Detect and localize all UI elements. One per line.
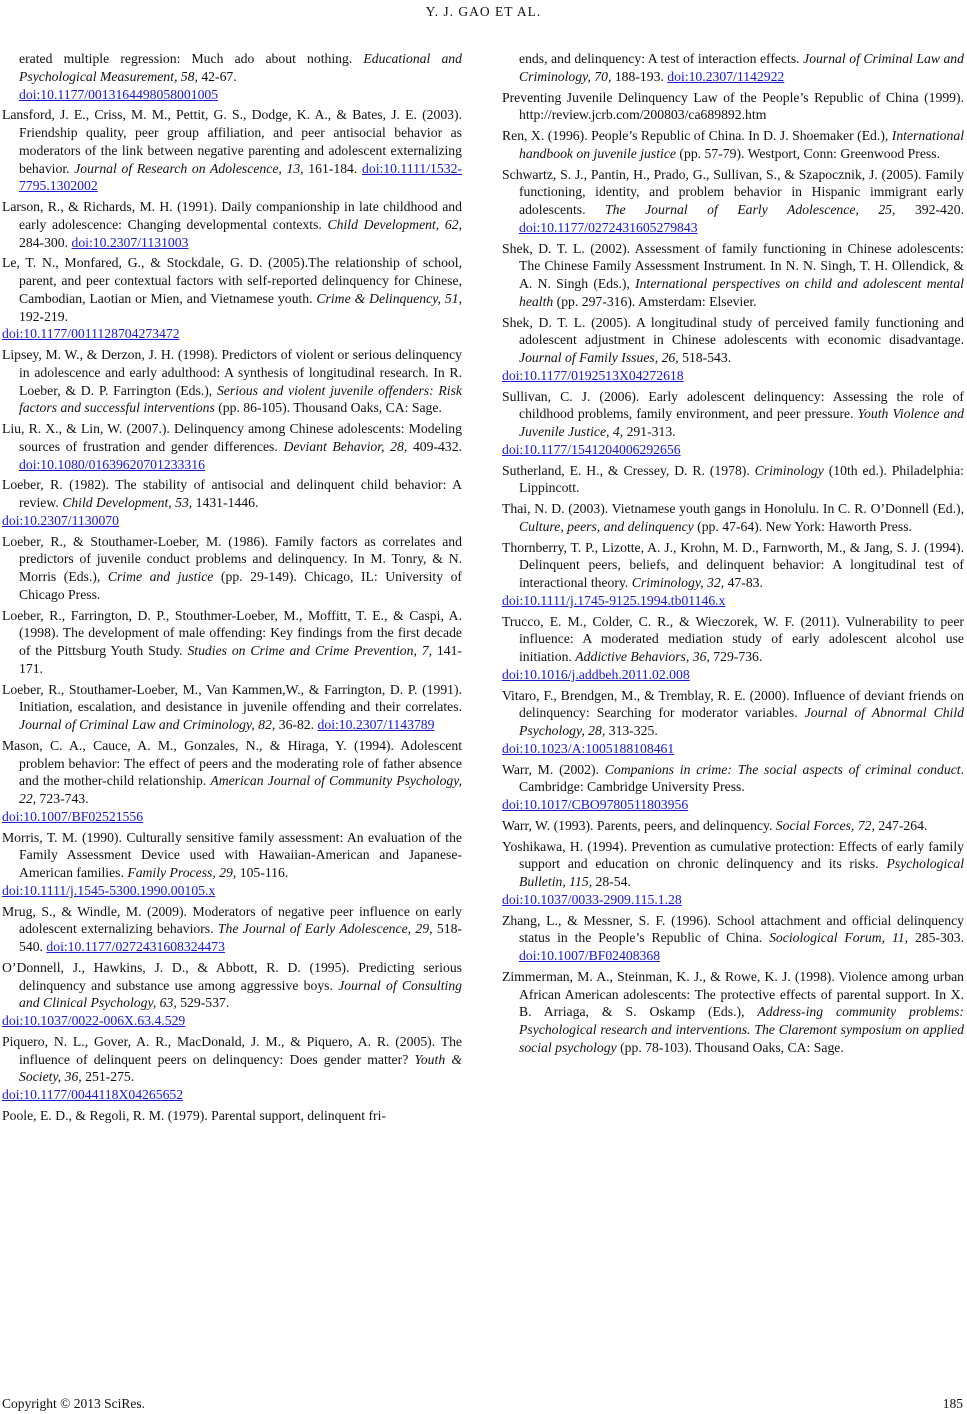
reference-pages: 192-219. (19, 308, 69, 324)
doi-link[interactable]: doi:10.1111/j.1745-9125.1994.tb01146.x (502, 592, 726, 608)
reference-source-title: Crime and justice (107, 569, 214, 584)
reference-text: Morris, T. M. (1990). Culturally sensitive family assessment: An evaluation of the Family Assessment Device used with Hawaiian-American and Japanese-American families. (2, 829, 462, 880)
reference-pages: 723-743. (36, 791, 89, 806)
reference-text: Loeber, R. (1982). The stability of antisocial and delinquent child behavior: A review. (2, 477, 462, 510)
reference-entry (2, 1033, 462, 1104)
reference-text: Preventing Juvenile Delinquency Law of the People’s Republic of China (1999). http://review.jcrb.com/200803/ca689892.htm (502, 89, 964, 123)
reference-text: O’Donnell, J., Hawkins, J. D., & Abbott, R. D. (1995). Predicting serious delinquency and substance use among aggressive boys. (2, 959, 462, 993)
doi-link[interactable]: doi:10.2307/1143789 (317, 717, 435, 732)
doi-link[interactable]: doi:10.1007/BF02408368 (519, 948, 661, 963)
reference-source-title: Criminology, 32, (631, 575, 725, 590)
reference-text: Lansford, J. E., Criss, M. M., Pettit, G. S., Dodge, K. A., & Bates, J. E. (2003). Friendship quality, peer group affiliation, and peer antisocial behavior as moderators of the link between negative parenting and adolescent externalizing behavior. (2, 107, 462, 176)
reference-text: Shek, D. T. L. (2002). Assessment of family functioning in Chinese adolescents: The Chinese Family Assessment Instrument. In N. N. Singh, T. H. Ollendick, & A. N. Singh (Eds.), (502, 240, 964, 291)
reference-source-title: Studies on Crime and Crime Prevention, 7, (187, 643, 433, 658)
reference-source-title: Journal of Family Issues, 26, (519, 350, 679, 365)
copyright-notice: Copyright © 2013 SciRes. (2, 1396, 146, 1411)
reference-source-title: International perspectives on child and adolescent mental health (519, 276, 964, 309)
reference-source-title: Companions in crime: The social aspects of criminal conduct (604, 761, 961, 777)
reference-source-title: Family Process, 29, (127, 865, 237, 880)
reference-entry (2, 681, 462, 734)
reference-entry (502, 166, 964, 237)
reference-pages: 529-537. (176, 995, 230, 1011)
reference-pages: (pp. 29-149). Chicago, IL: University of Chicago Press. (19, 569, 462, 602)
page-number: 185 (942, 1396, 963, 1411)
doi-link[interactable]: doi:10.1177/0044118X04265652 (2, 1087, 184, 1102)
doi-link[interactable]: doi:10.1017/CBO9780511803956 (502, 797, 689, 812)
reference-pages: 409-432. (407, 438, 463, 454)
reference-text: Thai, N. D. (2003). Vietnamese youth gangs in Honolulu. In C. R. O’Donnell (Ed.), (502, 501, 964, 516)
reference-source-title: Child Development, 53, (62, 495, 193, 510)
reference-entry (2, 607, 462, 678)
reference-text: Lipsey, M. W., & Derzon, J. H. (1998). Predictors of violent or serious delinquency in adolescence and early adulthood: A synthesis of longitudinal research. In R. Loeber, & D. P. Farrington (Eds.), (2, 347, 462, 398)
reference-text: Le, T. N., Monfared, G., & Stockdale, G. D. (2005).The relationship of school, parent, and peer contextual factors with self-reported delinquency for Chinese, Cambodian, Laotian or Mien, and Vietnamese youth. (2, 255, 462, 306)
doi-link[interactable]: doi:10.1177/0272431605279843 (519, 219, 698, 235)
references-left-column (2, 50, 462, 1128)
reference-pages: (pp. 297-316). Amsterdam: Elsevier. (553, 293, 757, 309)
reference-entry (502, 817, 964, 835)
reference-source-title: Youth Violence and Juvenile Justice, 4, (519, 406, 964, 439)
reference-pages: (pp. 57-79). Westport, Conn: Greenwood Press. (676, 145, 940, 161)
reference-text: Liu, R. X., & Lin, W. (2007.). Delinquency among Chinese adolescents: Modeling sources of frustration and gender differences. (2, 421, 462, 454)
reference-source-title: Crime & Delinquency, 51, (316, 290, 462, 306)
reference-source-title: Criminology (754, 462, 824, 478)
reference-source-title: Social Forces, 72, (775, 817, 875, 833)
reference-pages: 188-193. (611, 68, 668, 84)
reference-text: Loeber, R., & Stouthamer-Loeber, M. (1986). Family factors as correlates and predictors of juvenile conduct problems and delinquency. In M. Tonry, & N. Morris (Eds.), (2, 533, 462, 584)
reference-text: Trucco, E. M., Colder, C. R., & Wieczorek, W. F. (2011). Vulnerability to peer influence: A moderated mediation study of early adolescent alcohol use initiation. (502, 613, 964, 664)
reference-entry (502, 388, 964, 459)
reference-source-title: Serious and violent juvenile offenders: Risk factors and successful interventions (19, 382, 462, 416)
reference-text: Yoshikawa, H. (1994). Prevention as cumulative protection: Effects of early family support and education on chronic delinquency and its risks. (502, 838, 964, 872)
reference-entry (502, 539, 964, 610)
reference-pages: 141-171. (19, 643, 462, 676)
reference-source-title: International handbook on juvenile justice (519, 128, 964, 161)
reference-pages: (10th ed.). Philadelphia: Lippincott. (519, 462, 964, 496)
reference-source-title: Educational and Psychological Measurement, 58, (19, 51, 462, 84)
running-head: Y. J. GAO ET AL. (425, 4, 542, 19)
reference-text: Schwartz, S. J., Pantin, H., Prado, G., Sullivan, S., & Szapocznik, J. (2005). Family functioning, identity, and problem behavior in Hispanic immigrant early adolescents. (502, 166, 964, 217)
reference-pages: (pp. 47-64). New York: Haworth Press. (693, 518, 912, 534)
reference-text: Loeber, R., Stouthamer-Loeber, M., Van Kammen,W., & Farrington, D. P. (1991). Initiation, escalation, and desistance in juvenile offending and their correlates. (2, 681, 462, 715)
reference-text: Loeber, R., Farrington, D. P., Stouthmer-Loeber, M., Moffitt, T. E., & Caspi, A. (1998). The development of male offending: Key findings from the first decade of the Pittsburg Youth Study. (2, 607, 462, 658)
reference-text: Warr, M. (2002). (502, 761, 605, 777)
reference-text: Sutherland, E. H., & Cressey, D. R. (1978). (502, 462, 755, 478)
reference-pages: 251-275. (81, 1069, 135, 1085)
doi-link[interactable]: doi:10.1080/01639620701233316 (19, 456, 205, 472)
reference-source-title: Journal of Consulting and Clinical Psychology, 63, (19, 977, 463, 1011)
reference-pages: 392-420. (895, 202, 964, 217)
reference-text: Larson, R., & Richards, M. H. (1991). Daily companionship in late childhood and early adolescence: Changing developmental contexts. (2, 199, 462, 232)
reference-pages: 47-83. (724, 575, 763, 590)
reference-pages: 42-67. (197, 68, 237, 84)
reference-pages: 285-303. (908, 930, 964, 946)
reference-source-title: Deviant Behavior, 28, (283, 438, 408, 454)
reference-pages: 247-264. (874, 817, 928, 833)
doi-link[interactable]: doi:10.1023/A:1005188108461 (502, 740, 675, 756)
reference-pages: . Cambridge: Cambridge University Press. (519, 761, 964, 795)
reference-entry (502, 968, 964, 1057)
reference-source-title: Youth & Society, 36, (19, 1051, 462, 1085)
reference-pages: 518-540. (19, 921, 462, 954)
reference-entry (2, 737, 462, 826)
reference-entry (2, 533, 462, 604)
reference-source-title: The Journal of Early Adolescence, 29, (217, 921, 433, 937)
reference-entry (502, 761, 964, 814)
reference-text: Shek, D. T. L. (2005). A longitudinal study of perceived family functioning and adolescent adjustment in Chinese adolescents with economic disadvantage. (502, 314, 964, 348)
reference-entry (502, 462, 964, 498)
reference-entry (2, 829, 462, 900)
reference-entry (502, 50, 964, 86)
reference-text: Mrug, S., & Windle, M. (2009). Moderators of negative peer influence on early adolescent externalizing behaviors. (2, 903, 462, 937)
reference-pages: 291-313. (623, 424, 676, 439)
reference-source-title: Journal of Criminal Law and Criminology, 82, (19, 717, 276, 732)
doi-link[interactable]: doi:10.1111/j.1545-5300.1990.00105.x (2, 882, 216, 898)
reference-pages: (pp. 86-105). Thousand Oaks, CA: Sage. (214, 400, 442, 416)
reference-text: Piquero, N. L., Gover, A. R., MacDonald, J. M., & Piquero, A. R. (2005). The influence of delinquent peers on delinquency: Does gender matter? (2, 1033, 462, 1067)
reference-pages: 1431-1446. (192, 495, 259, 510)
reference-entry (2, 420, 462, 473)
reference-pages: 105-116. (236, 865, 289, 880)
doi-link[interactable]: doi:10.1111/1532-7795.1302002 (19, 160, 462, 194)
reference-text: Warr, W. (1993). Parents, peers, and delinquency. (502, 817, 776, 833)
reference-source-title: American Journal of Community Psychology, 22, (19, 773, 463, 806)
references-right-column (502, 50, 964, 1060)
reference-entry (2, 903, 462, 956)
reference-entry (2, 1107, 462, 1125)
reference-source-title: Journal of Abnormal Child Psychology, 28, (519, 705, 964, 738)
doi-link[interactable]: doi:10.1177/0013164498058001005 (19, 86, 219, 102)
reference-text: Poole, E. D., & Regoli, R. M. (1979). Parental support, delinquent fri- (2, 1107, 386, 1123)
reference-entry (502, 500, 964, 536)
reference-text: Sullivan, C. J. (2006). Early adolescent delinquency: Assessing the role of childhood problems, family environment, and peer pressure. (502, 388, 964, 422)
reference-text: erated multiple regression: Much ado about nothing. (19, 51, 364, 66)
reference-source-title: Address-ing community problems: Psychological research and interventions. The Claremont symposium on applied social psychology (519, 1004, 964, 1055)
reference-entry (502, 687, 964, 758)
reference-entry (2, 476, 462, 529)
reference-source-title: Journal of Research on Adolescence, 13, (74, 160, 304, 176)
reference-pages: 161-184. (303, 160, 362, 176)
doi-link[interactable]: doi:10.2307/1131003 (71, 234, 189, 250)
reference-pages: (pp. 78-103). Thousand Oaks, CA: Sage. (616, 1039, 844, 1055)
reference-source-title: Psychological Bulletin, 115, (519, 856, 964, 889)
reference-text: Ren, X. (1996). People’s Republic of China. In D. J. Shoemaker (Ed.), (502, 128, 892, 143)
reference-entry (2, 50, 462, 103)
reference-entry (2, 198, 462, 251)
reference-source-title: The Journal of Early Adolescence, 25, (605, 202, 896, 217)
doi-link[interactable]: doi:10.1037/0033-2909.115.1.28 (502, 891, 682, 907)
reference-pages: 28-54. (592, 874, 631, 889)
doi-link[interactable]: doi:10.1177/1541204006292656 (502, 441, 681, 457)
doi-link[interactable]: doi:10.1007/BF02521556 (2, 808, 144, 824)
reference-pages: 36-82. (275, 717, 318, 732)
reference-text: ends, and delinquency: A test of interaction effects. (519, 51, 804, 66)
doi-link[interactable]: doi:10.1177/0272431608324473 (46, 939, 225, 954)
reference-entry (2, 254, 462, 343)
reference-source-title: Sociological Forum, 11, (769, 930, 909, 946)
doi-link[interactable]: doi:10.2307/1142922 (667, 68, 785, 84)
doi-link[interactable]: doi:10.2307/1130070 (2, 512, 119, 528)
reference-entry (502, 127, 964, 163)
doi-link[interactable]: doi:10.1037/0022-006X.63.4.529 (2, 1013, 186, 1028)
reference-text: Zhang, L., & Messner, S. F. (1996). School attachment and official delinquency status in the People’s Republic of China. (502, 912, 964, 946)
doi-link[interactable]: doi:10.1177/0011128704273472 (2, 326, 180, 342)
reference-entry (2, 959, 462, 1030)
reference-entry (502, 912, 964, 965)
reference-entry (502, 240, 964, 311)
reference-entry (502, 838, 964, 909)
reference-pages: 313-325. (605, 723, 658, 738)
reference-source-title: Addictive Behaviors, 36, (575, 649, 710, 664)
reference-source-title: Journal of Criminal Law and Criminology, 70, (519, 51, 964, 84)
reference-text: Thornberry, T. P., Lizotte, A. J., Krohn, M. D., Farnworth, M., & Jang, S. J. (1994). Delinquent peers, beliefs, and delinquent behavior: A longitudinal test of interactional theory. (502, 539, 964, 590)
reference-entry (502, 314, 964, 385)
doi-link[interactable]: doi:10.1016/j.addbeh.2011.02.008 (502, 666, 690, 682)
reference-pages: 518-543. (678, 350, 732, 365)
reference-pages: 284-300. (19, 234, 72, 250)
doi-link[interactable]: doi:10.1177/0192513X04272618 (502, 367, 684, 383)
reference-text: Zimmerman, M. A., Steinman, K. J., & Rowe, K. J. (1998). Violence among urban African American adolescents: The protective effects of parental support. In X. B. Arriaga, & S. Oskamp (Eds.), (502, 968, 964, 1020)
reference-pages: 729-736. (709, 649, 763, 664)
reference-text: Vitaro, F., Brendgen, M., & Tremblay, R. E. (2000). Influence of deviant friends on delinquency: Searching for moderator variables. (502, 687, 964, 721)
reference-entry (2, 106, 462, 195)
reference-entry (502, 613, 964, 684)
reference-source-title: Child Development, 62, (327, 216, 462, 232)
reference-text: Mason, C. A., Cauce, A. M., Gonzales, N., & Hiraga, Y. (1994). Adolescent problem behavior: The effect of peers and the moderating role of father absence and the mother-child relationship. (2, 737, 462, 789)
reference-entry (2, 346, 462, 417)
reference-entry (502, 89, 964, 125)
reference-source-title: Culture, peers, and delinquency (519, 518, 694, 534)
